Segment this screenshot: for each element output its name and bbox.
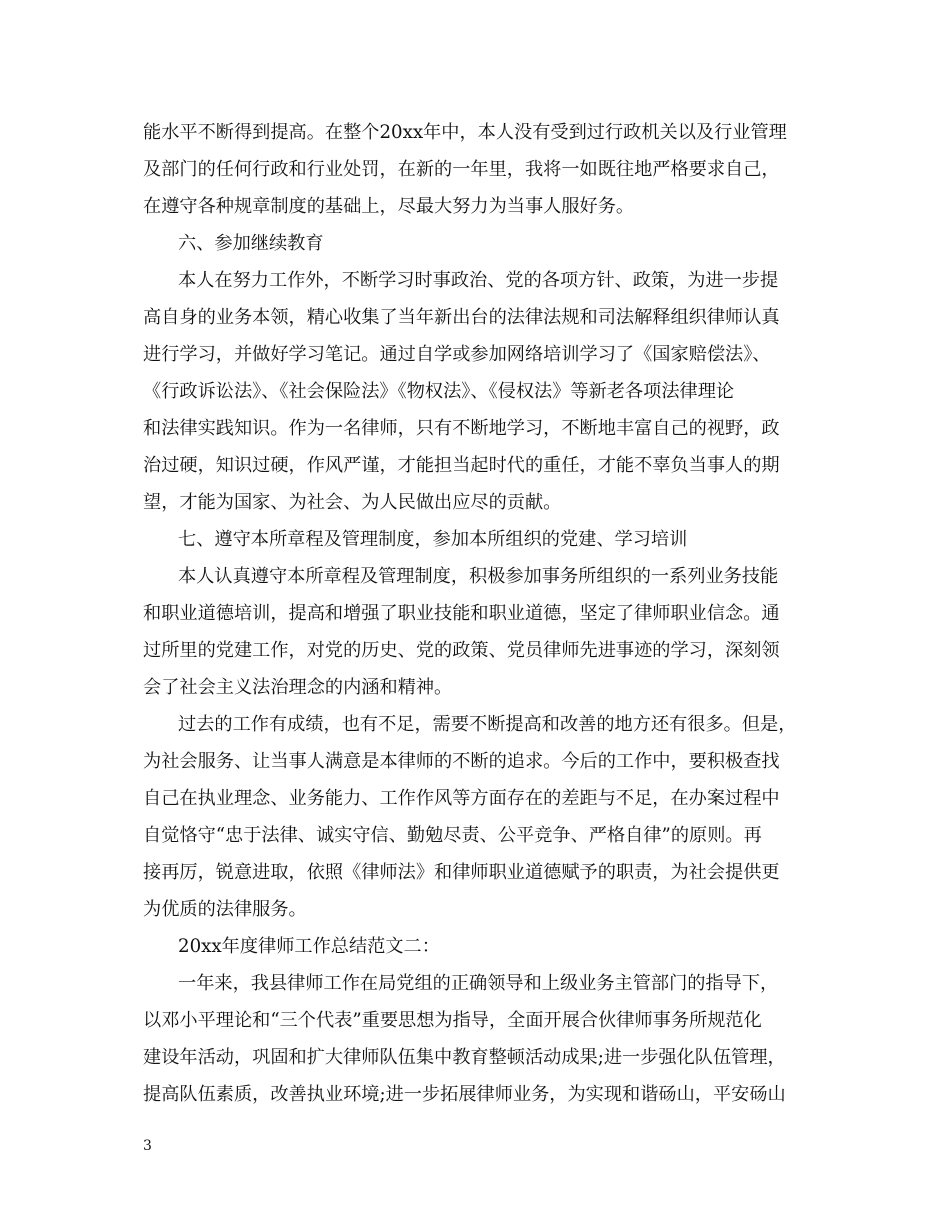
text-line: 六、参加继续教育 [178,233,324,254]
text-line: 会了社会主义法治理念的内涵和精神。 [143,677,453,698]
text-line: 接再厉，锐意进取，依照《律师法》和律师职业道德赋予的职责，为社会提供更 [143,862,780,883]
text-line: 一年来，我县律师工作在局党组的正确领导和上级业务主管部门的指导下， [178,973,779,994]
body-text [143,114,809,1113]
text-line: 自觉恪守“忠于法律、诚实守信、勤勉尽责、公平竞争、严格自律”的原则。再 [143,825,762,846]
text-line: 在遵守各种规章制度的基础上，尽最大努力为当事人服好务。 [143,196,635,217]
text-line: 《行政诉讼法》、《社会保险法》《物权法》、《侵权法》等新老各项法律理论 [143,381,735,402]
text-line: 本人认真遵守本所章程及管理制度，积极参加事务所组织的一系列业务技能 [178,566,779,587]
text-line: 为社会服务、让当事人满意是本律师的不断的追求。今后的工作中，要积极查找 [143,751,780,772]
text-line: 及部门的任何行政和行业处罚，在新的一年里，我将一如既往地严格要求自己， [143,159,780,180]
text-line: 望，才能为国家、为社会、为人民做出应尽的贡献。 [143,492,562,513]
text-line: 七、遵守本所章程及管理制度，参加本所组织的党建、学习培训 [178,529,688,550]
text-line: 为优质的法律服务。 [143,899,307,920]
text-line: 过所里的党建工作，对党的历史、党的政策、党员律师先进事迹的学习，深刻领 [143,640,780,661]
text-line: 高自身的业务本领，精心收集了当年新出台的法律法规和司法解释组织律师认真 [143,307,780,328]
text-line: 提高队伍素质，改善执业环境;进一步拓展律师业务，为实现和谐砀山，平安砀山 [143,1084,786,1105]
text-line: 以邓小平理论和“三个代表”重要思想为指导，全面开展合伙律师事务所规范化 [143,1010,762,1031]
text-line: 进行学习，并做好学习笔记。通过自学或参加网络培训学习了《国家赔偿法》、 [143,344,771,365]
text-line: 和法律实践知识。作为一名律师，只有不断地学习，不断地丰富自己的视野，政 [143,418,780,439]
text-line: 20xx年度律师工作总结范文二： [178,936,440,957]
text-line: 自己在执业理念、业务能力、工作作风等方面存在的差距与不足，在办案过程中 [143,788,780,809]
text-line: 过去的工作有成绩，也有不足，需要不断提高和改善的地方还有很多。但是， [178,714,797,735]
text-line: 能水平不断得到提高。在整个20xx年中，本人没有受到过行政机关以及行业管理 [143,122,787,143]
text-line: 治过硬，知识过硬，作风严谨，才能担当起时代的重任，才能不辜负当事人的期 [143,455,780,476]
page-number: 3 [143,1138,152,1154]
text-line: 建设年活动，巩固和扩大律师队伍集中教育整顿活动成果;进一步强化队伍管理， [143,1047,786,1068]
text-line: 本人在努力工作外，不断学习时事政治、党的各项方针、政策，为进一步提 [178,270,779,291]
text-line: 和职业道德培训，提高和增强了职业技能和职业道德，坚定了律师职业信念。通 [143,603,780,624]
